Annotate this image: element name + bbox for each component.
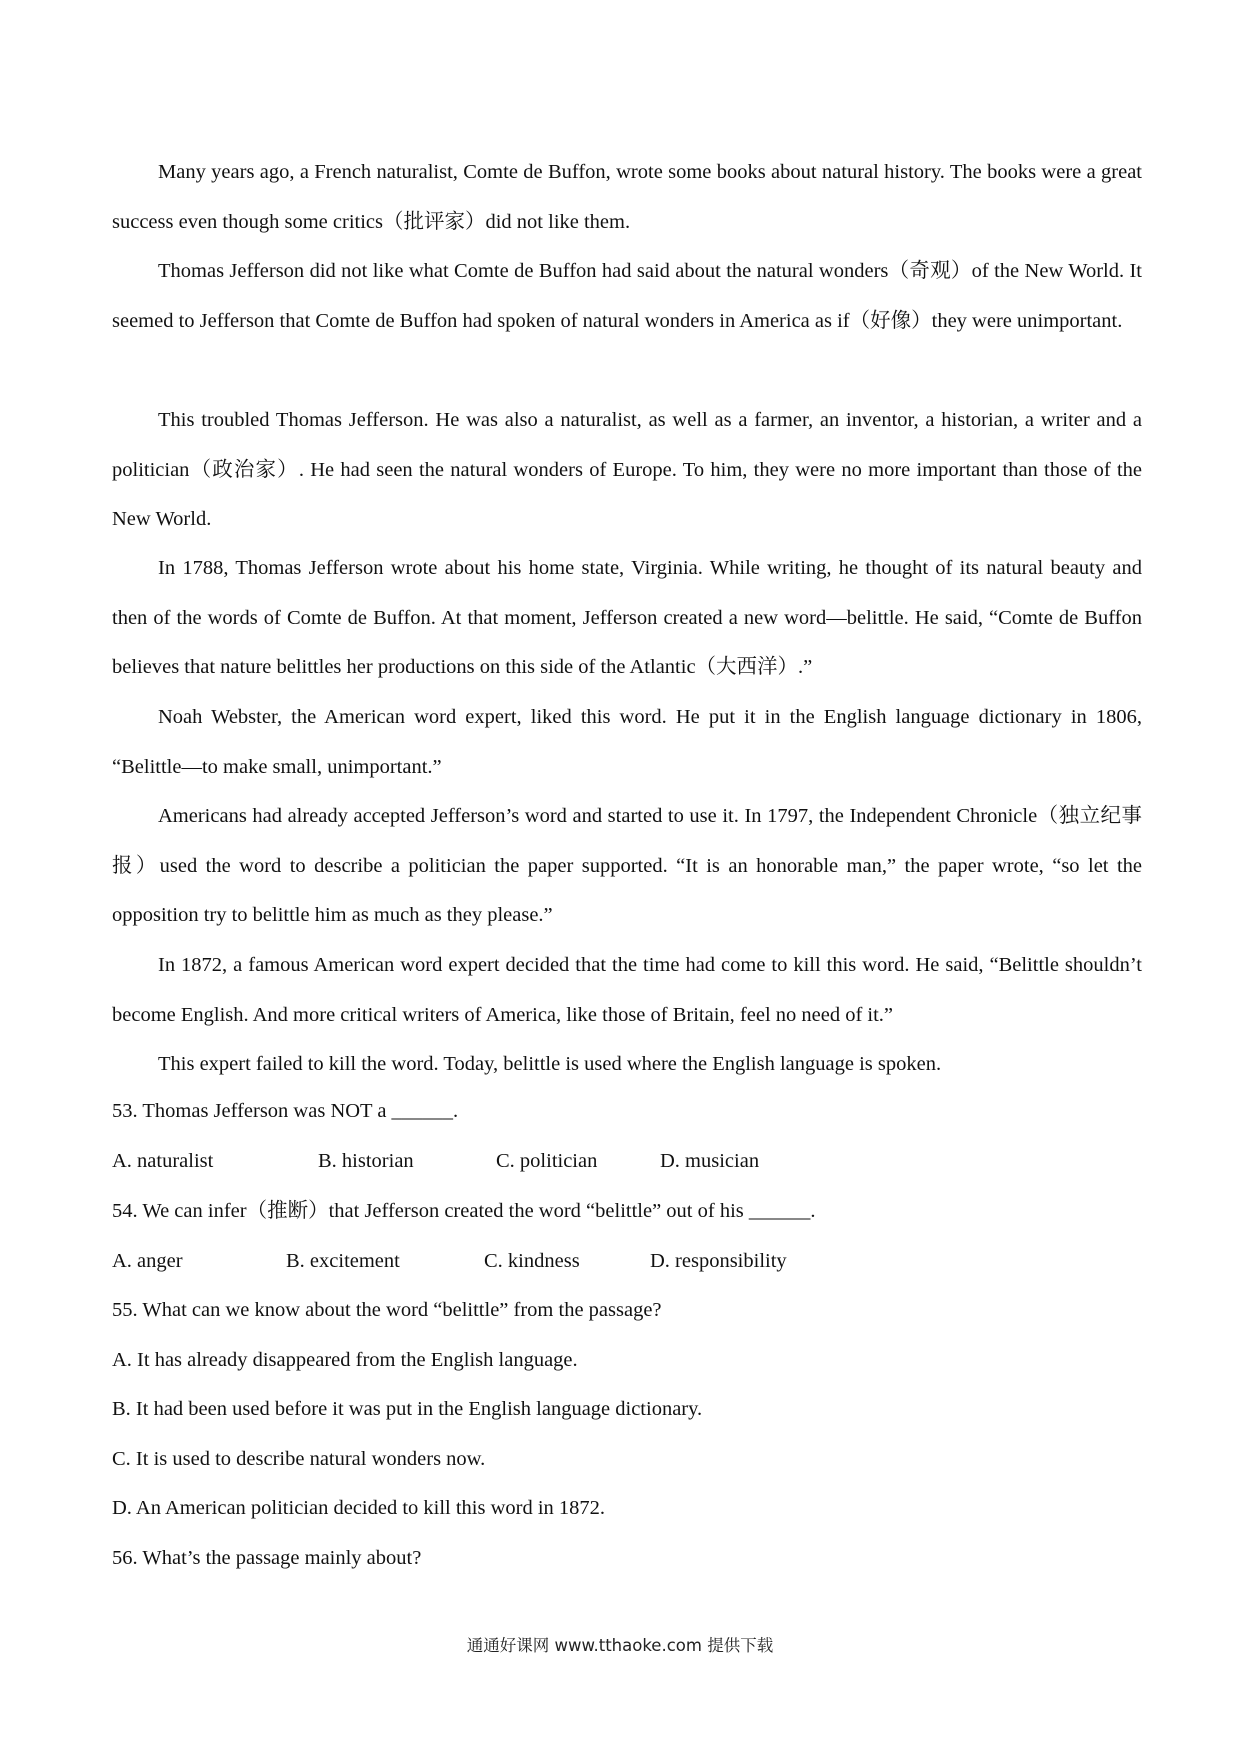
page-footer: 通通好课网 www.tthaoke.com 提供下载 — [466, 1636, 774, 1655]
question-56-stem: 56. What’s the passage mainly about? — [112, 1547, 422, 1569]
question-53-option-c: C. politician — [496, 1150, 598, 1172]
question-53-option-b: B. historian — [318, 1150, 414, 1172]
passage-paragraph-1: Many years ago, a French naturalist, Comte de Buffon, wrote some books about natural history. The books were a great success even though some critics（批评家）did not like them. — [112, 161, 1142, 233]
question-55-option-c: C. It is used to describe natural wonders now. — [112, 1448, 486, 1470]
passage-paragraph-8: This expert failed to kill the word. Today, belittle is used where the English language is spoken. — [158, 1053, 942, 1075]
passage-paragraph-2: Thomas Jefferson did not like what Comte de Buffon had said about the natural wonders（奇观）of the New World. It seemed to Jefferson that Comte de Buffon had spoken of natural wonders in America as if（好像）they were unimportant. — [112, 260, 1142, 332]
question-53-option-a: A. naturalist — [112, 1150, 214, 1172]
question-54-option-b: B. excitement — [286, 1250, 400, 1272]
passage-paragraph-6: Americans had already accepted Jefferson’s word and started to use it. In 1797, the Independent Chronicle（独立纪事报）used the word to describe a politician the paper supported. “It is an honorable man,” the paper wrote, “so let the opposition try to belittle him as much as they please.” — [112, 805, 1142, 927]
question-55-option-a: A. It has already disappeared from the English language. — [112, 1349, 578, 1371]
question-54-stem: 54. We can infer（推断）that Jefferson created the word “belittle” out of his ______. — [112, 1200, 816, 1222]
passage-paragraph-4: In 1788, Thomas Jefferson wrote about his home state, Virginia. While writing, he thought of its natural beauty and then of the words of Comte de Buffon. At that moment, Jefferson created a new word—belittle. He said, “Comte de Buffon believes that nature belittles her productions on this side of the Atlantic（大西洋）.” — [112, 557, 1142, 679]
question-55-option-d: D. An American politician decided to kill this word in 1872. — [112, 1497, 606, 1519]
question-53-option-d: D. musician — [660, 1150, 760, 1172]
question-53-stem: 53. Thomas Jefferson was NOT a ______. — [112, 1100, 459, 1122]
question-54-option-d: D. responsibility — [650, 1250, 787, 1272]
passage-paragraph-7: In 1872, a famous American word expert decided that the time had come to kill this word. He said, “Belittle shouldn’t become English. And more critical writers of America, like those of Britain, feel no need of it.” — [112, 954, 1142, 1026]
question-54-option-c: C. kindness — [484, 1250, 580, 1272]
passage-paragraph-3: This troubled Thomas Jefferson. He was also a naturalist, as well as a farmer, an inventor, a historian, a writer and a politician（政治家）. He had seen the natural wonders of Europe. To him, they were no more important than those of the New World. — [112, 409, 1142, 531]
question-54-option-a: A. anger — [112, 1250, 183, 1272]
question-55-stem: 55. What can we know about the word “belittle” from the passage? — [112, 1299, 662, 1321]
passage-paragraph-5: Noah Webster, the American word expert, liked this word. He put it in the English language dictionary in 1806, “Belittle—to make small, unimportant.” — [112, 706, 1142, 778]
question-55-option-b: B. It had been used before it was put in the English language dictionary. — [112, 1398, 703, 1420]
